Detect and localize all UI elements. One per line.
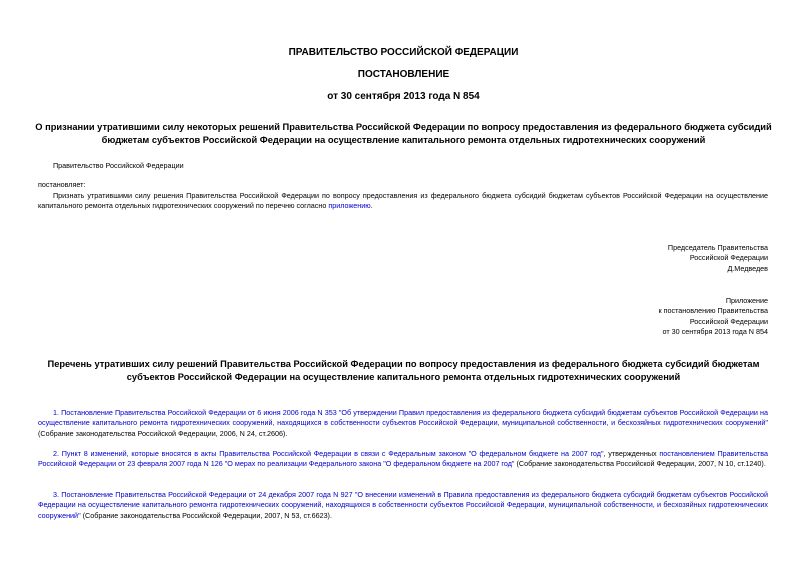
list-item [38, 449, 768, 470]
list-item-link[interactable]: Постановление Правительства Российской Федерации от 6 июня 2006 года N 353 "Об утверждении Правил предоставления из федерального бюджета субсидий бюджетам субъектов Российской Федерации на осуществление капитального ремонта гидротехнических сооружений, находящихся в собственности субъектов Российской Федерации, муниципальной собственности, и бесхозяйных гидротехнических сооружений" [38, 408, 769, 428]
list-item-link[interactable]: постановлением Правительства Российской Федерации от 23 февраля 2007 года N 126 "О мерах по реализации Федерального закона "О федеральном бюджете на 2007 год" [38, 449, 768, 469]
appendix-ref: к постановлению Правительства [658, 306, 768, 316]
list-item [38, 490, 768, 521]
decision-text: Признать утратившими силу решения Правительства Российской Федерации по вопросу предоставления из федерального бюджета субсидий бюджетам субъектов Российской Федерации на осуществление капитального ремонта отдельных гидротехнических сооружений по перечню согласно [38, 191, 768, 211]
appendix-label: Приложение [725, 296, 768, 305]
appendix-date: от 30 сентября 2013 года N 854 [662, 327, 768, 337]
list-item-source: (Собрание законодательства Российской Федерации, 2006, N 24, ст.2606). [38, 428, 288, 438]
decision-end: . [370, 201, 373, 211]
resolves-label: постановляет: [38, 180, 86, 189]
list-item-source: (Собрание законодательства Российской Федерации, 2007, N 53, ст.6623). [82, 510, 332, 520]
list-item-number[interactable]: 2. [53, 449, 59, 458]
doc-title-line-1: О признании утратившими силу некоторых решений Правительства Российской Федерации по вопросу предоставления из федерального бюджета субсидий [35, 122, 772, 132]
appendix-country: Российской Федерации [689, 316, 768, 326]
appendix-link[interactable]: приложению [328, 201, 371, 211]
list-title [20, 358, 787, 384]
government-heading: ПРАВИТЕЛЬСТВО РОССИЙСКОЙ ФЕДЕРАЦИИ [288, 47, 519, 58]
preamble: Правительство Российской Федерации [53, 161, 184, 170]
list-item-number[interactable]: 1. [53, 408, 59, 417]
doc-type-heading: ПОСТАНОВЛЕНИЕ [357, 69, 450, 80]
list-item-link[interactable]: Постановление Правительства Российской Федерации от 24 декабря 2007 года N 927 "О внесении изменений в Правила предоставления из федерального бюджета субсидий бюджетам субъектов Российской Федерации на осуществление капитального ремонта гидротехнических сооружений, находящихся в собственности субъектов Российской Федерации, муниципальной собственности, и бесхозяйных гидротехнических сооружений" [38, 490, 769, 520]
appendix-block [500, 296, 768, 338]
doc-title-line-2: бюджетам субъектов Российской Федерации на осуществление капитального ремонта отдельных гидротехнических сооружений [101, 135, 706, 145]
signature-position: Председатель Правительства [667, 243, 768, 252]
doc-date-number: от 30 сентября 2013 года N 854 [327, 91, 480, 102]
signature-country: Российской Федерации [689, 253, 768, 263]
decision-paragraph [38, 191, 768, 212]
doc-title [20, 121, 787, 147]
list-item-link[interactable]: Пункт 8 изменений, которые вносятся в акты Правительства Российской Федерации в связи с Федеральным законом "О федеральном бюджете на 2007 год" [61, 449, 604, 458]
signature-name: Д.Медведев [727, 263, 768, 273]
list-item-source: (Собрание законодательства Российской Федерации, 2007, N 10, ст.1240). [516, 459, 766, 469]
list-item-number[interactable]: 3. [53, 490, 59, 499]
list-title-line-1: Перечень утративших силу решений Правительства Российской Федерации по вопросу предоставления из федерального бюджета субсидий бюджетам [47, 359, 760, 369]
list-item [38, 408, 768, 439]
signature-block [500, 243, 768, 274]
list-title-line-2: субъектов Российской Федерации на осуществление капитального ремонта отдельных гидротехнических сооружений [126, 372, 681, 382]
list-item-text: , утвержденных [603, 449, 657, 458]
